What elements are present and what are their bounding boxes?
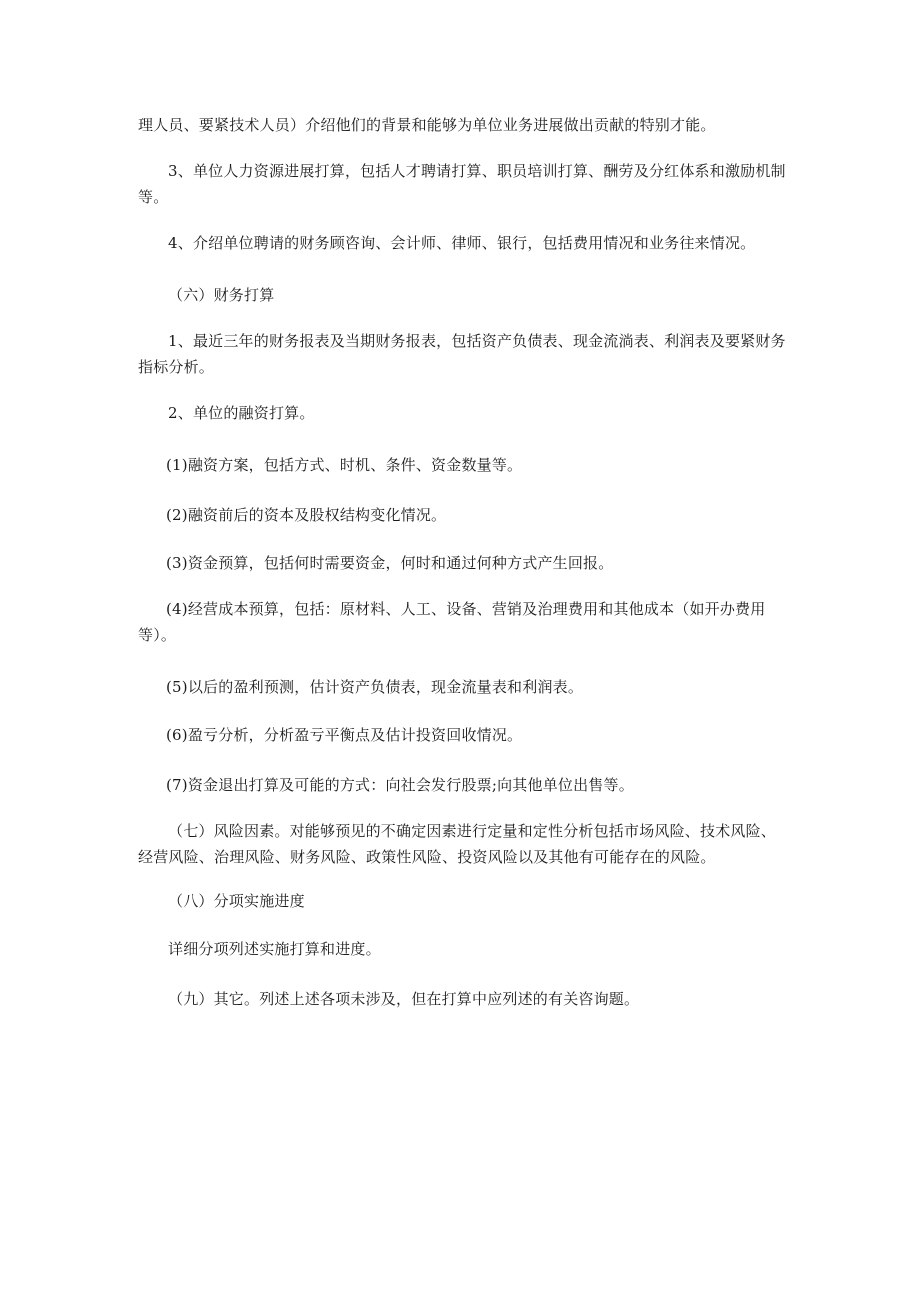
paragraph-financing-plan: 2、单位的融资打算。 xyxy=(168,404,315,422)
paragraph-personnel-intro: 理人员、要紧技术人员）介绍他们的背景和能够为单位业务进展做出贡献的特别才能。 xyxy=(138,116,716,134)
list-item-financing-scheme: (1)融资方案，包括方式、时机、条件、资金数量等。 xyxy=(166,456,523,474)
list-item-capital-structure: (2)融资前后的资本及股权结构变化情况。 xyxy=(166,506,447,524)
paragraph-advisors: 4、介绍单位聘请的财务顾咨询、会计师、律师、银行，包括费用情况和业务往来情况。 xyxy=(168,234,756,252)
heading-implementation-schedule: （八）分项实施进度 xyxy=(168,892,305,910)
list-item-fund-budget: (3)资金预算，包括何时需要资金，何时和通过何种方式产生回报。 xyxy=(166,554,614,572)
list-item-exit-plan: (7)资金退出打算及可能的方式：向社会发行股票;向其他单位出售等。 xyxy=(166,776,634,794)
list-item-profit-forecast: (5)以后的盈利预测，估计资产负债表，现金流量表和利润表。 xyxy=(166,678,584,696)
paragraph-others: （九）其它。列述上述各项未涉及，但在打算中应列述的有关咨询题。 xyxy=(168,990,640,1008)
list-item-cost-budget: (4)经营成本预算，包括：原材料、人工、设备、营销及治理费用和其他成本（如开办费用等）。 xyxy=(138,600,766,644)
paragraph-financial-statements: 1、最近三年的财务报表及当期财务报表，包括资产负债表、现金流淌表、利润表及要紧财务指标分析。 xyxy=(138,332,786,376)
paragraph-schedule-detail: 详细分项列述实施打算和进度。 xyxy=(168,940,381,958)
paragraph-hr-plan: 3、单位人力资源进展打算，包括人才聘请打算、职员培训打算、酬劳及分红体系和激励机制等。 xyxy=(138,162,786,206)
heading-finance-plan: （六）财务打算 xyxy=(168,286,275,304)
list-item-breakeven-analysis: (6)盈亏分析，分析盈亏平衡点及估计投资回收情况。 xyxy=(166,726,523,744)
paragraph-risk-factors: （七）风险因素。对能够预见的不确定因素进行定量和定性分析包括市场风险、技术风险、经营风险、治理风险、财务风险、政策性风险、投资风险以及其他有可能存在的风险。 xyxy=(138,822,777,866)
